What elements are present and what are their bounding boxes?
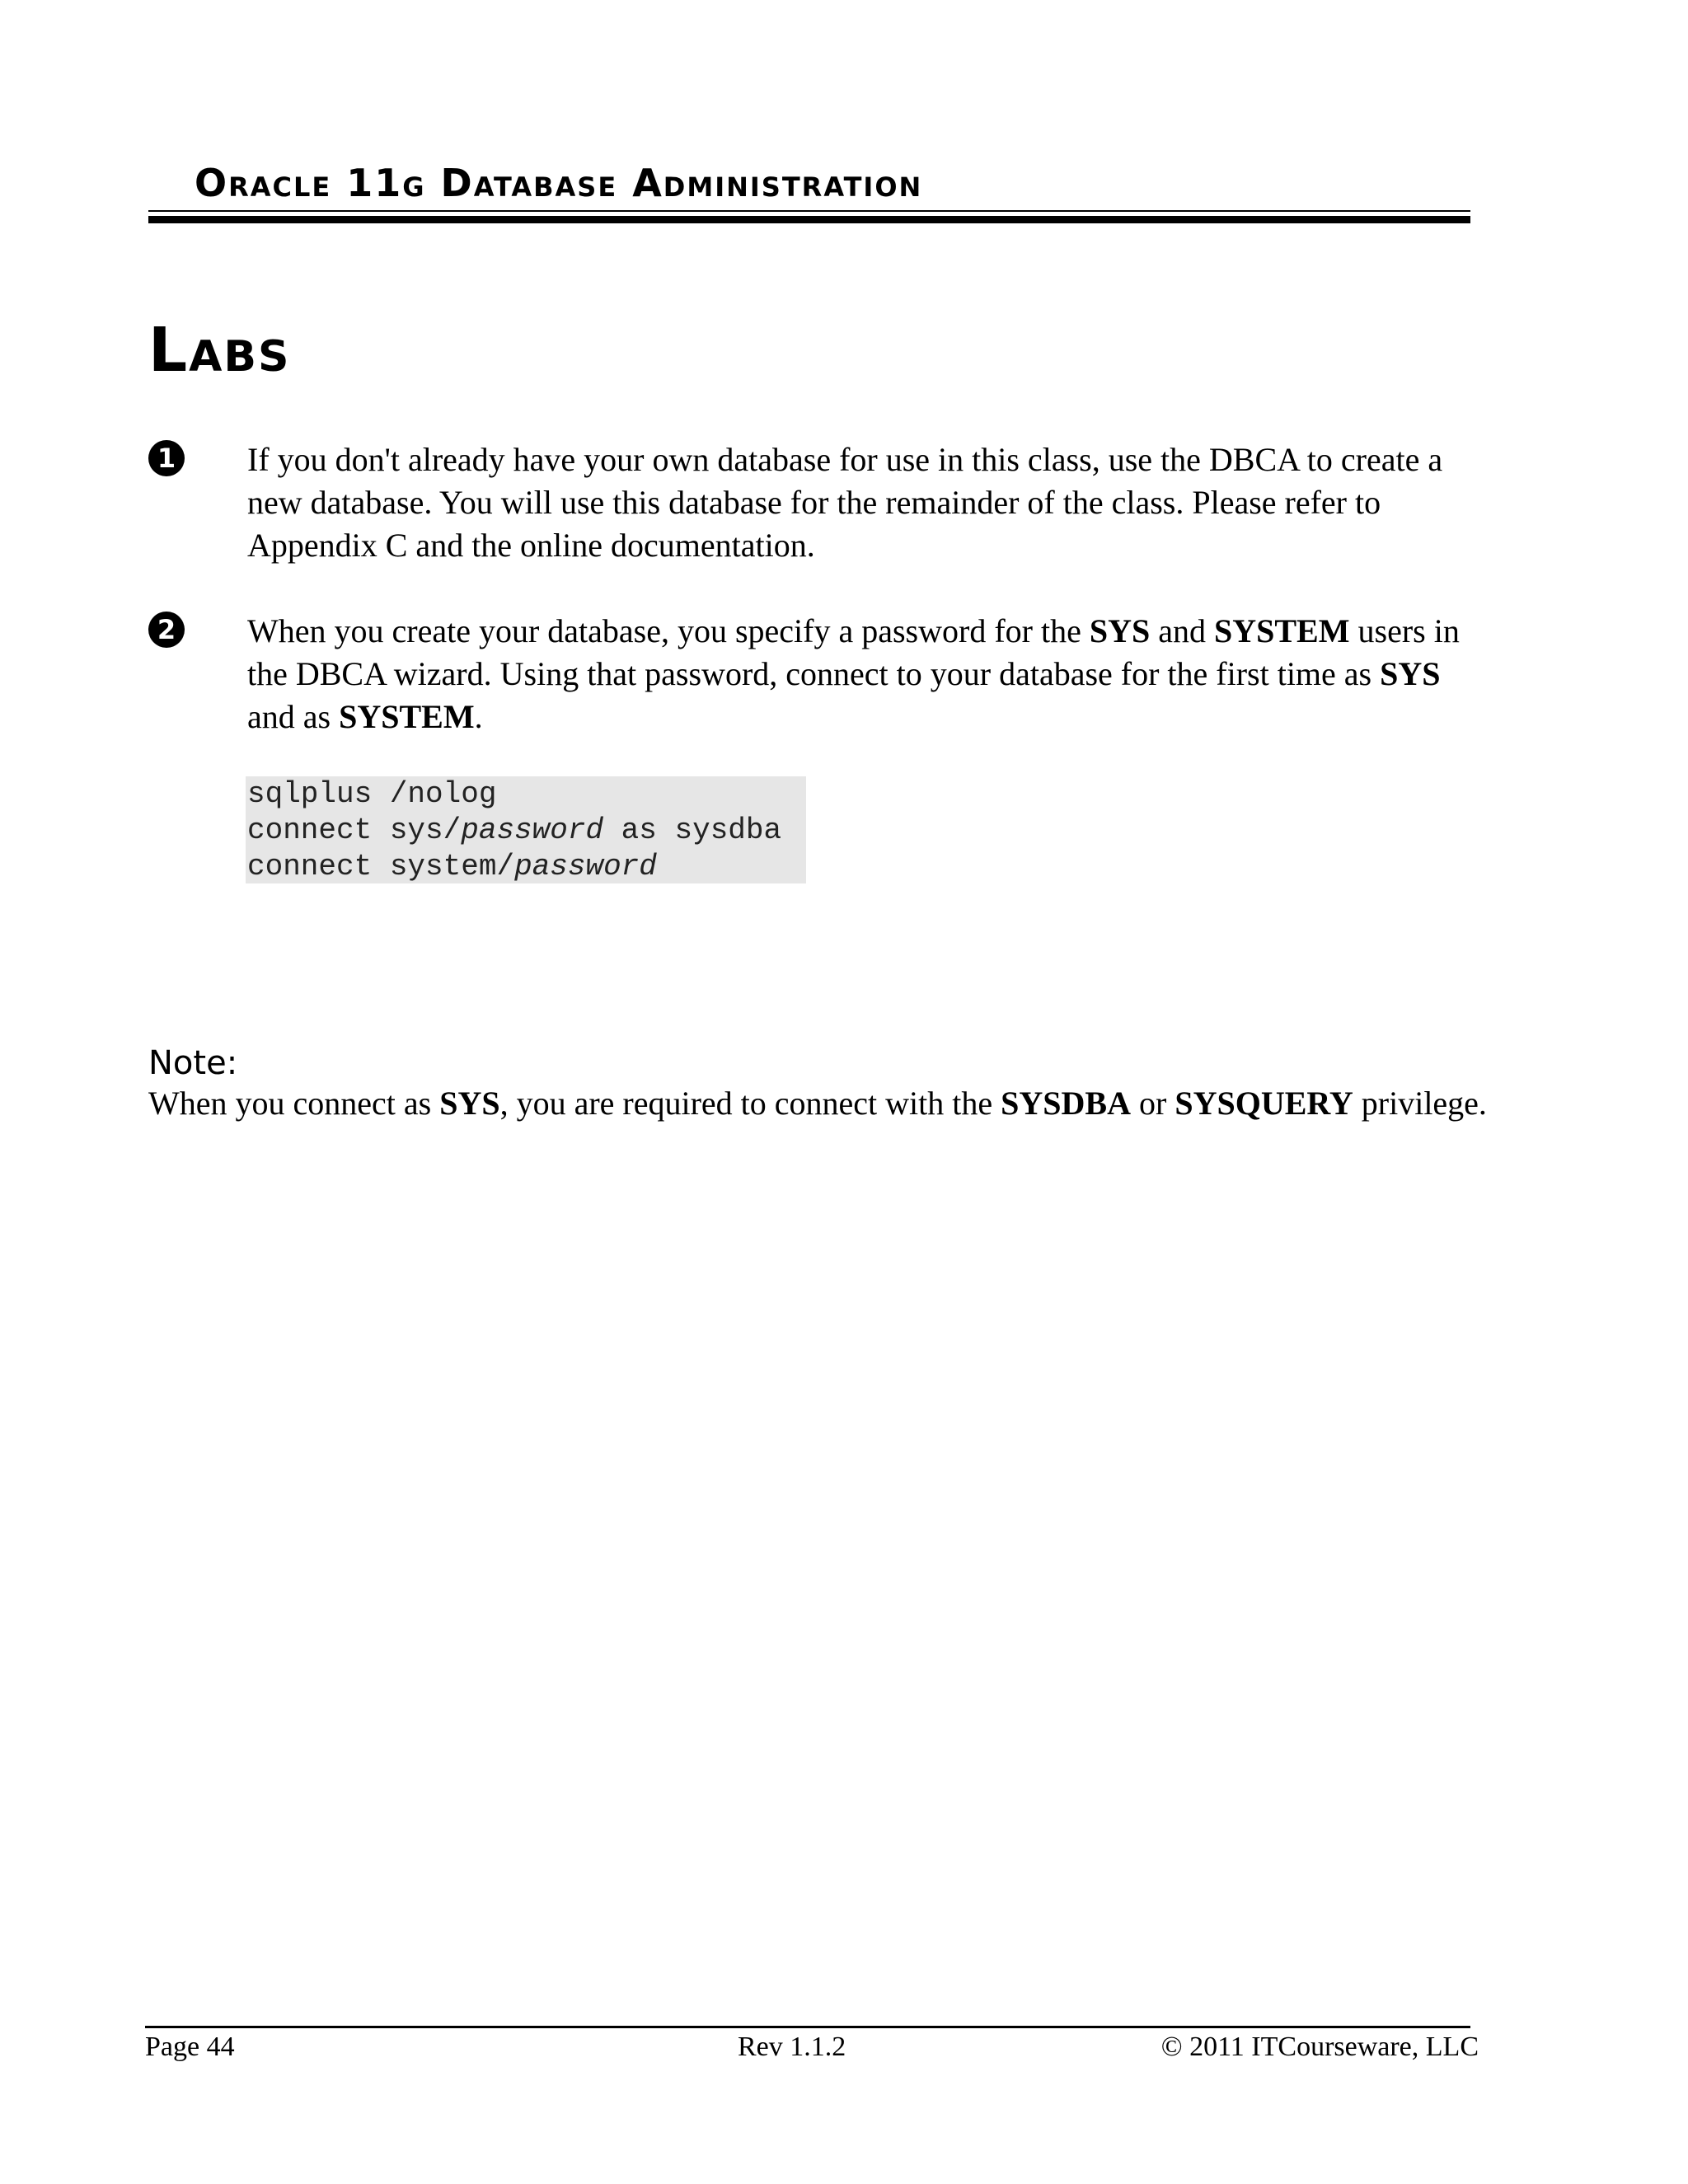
- term-sys: SYS: [1089, 612, 1151, 649]
- footer-rule: [145, 2026, 1470, 2028]
- running-header: Oracle 11g Database Administration: [195, 161, 923, 205]
- term-sys: SYS: [1380, 655, 1441, 692]
- section-title: Labs: [148, 315, 291, 386]
- term-system: SYSTEM: [339, 698, 475, 735]
- step-1-text: If you don't already have your own database for use in this class, use the DBCA to create a new database. You will use this database for the remainder of the class. Please refer to Appendix C and the online documentation.: [247, 441, 1443, 564]
- term-sysdba: SYSDBA: [1001, 1085, 1131, 1122]
- code-line-1: sqlplus /nolog: [247, 777, 497, 811]
- term-system: SYSTEM: [1214, 612, 1350, 649]
- term-sysquery: SYSQUERY: [1175, 1085, 1353, 1122]
- footer-copyright: © 2011 ITCourseware, LLC: [1160, 2032, 1479, 2062]
- code-placeholder-password: password: [461, 813, 604, 847]
- footer-page-number: Page 44: [145, 2032, 235, 2062]
- step-2-marker: 2: [148, 612, 185, 648]
- code-line-3: connect system/password: [247, 850, 657, 883]
- note-text: When you connect as SYS, you are required to connect with the SYSDBA or SYSQUERY privilege.: [148, 1085, 1487, 1122]
- step-1-marker: 1: [148, 440, 185, 476]
- note-label: Note:: [148, 1044, 238, 1082]
- header-rule-thin: [148, 210, 1470, 212]
- footer-revision: Rev 1.1.2: [738, 2032, 846, 2062]
- code-block: [246, 776, 806, 883]
- header-rule-thick: [148, 216, 1470, 223]
- step-2-text: When you create your database, you specify a password for the SYS and SYSTEM users in the DBCA wizard. Using that password, connect to your database for the first time as SYS and as SYSTEM.: [247, 612, 1460, 735]
- code-placeholder-password: password: [514, 850, 657, 883]
- term-sys: SYS: [439, 1085, 500, 1122]
- code-line-2: connect sys/password as sysdba: [247, 813, 782, 847]
